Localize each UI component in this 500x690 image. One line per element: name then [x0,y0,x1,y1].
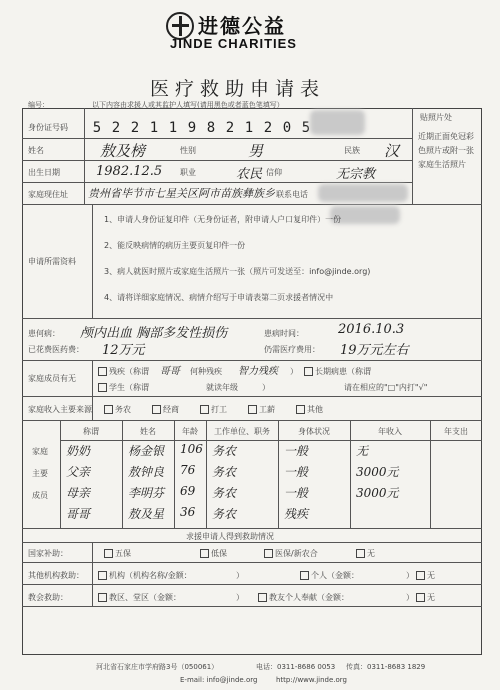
family-side-text: 家庭 [32,447,48,456]
member-aid-checkbox[interactable] [258,593,267,602]
spent-label: 已花费医药费： [28,345,84,354]
ethnic-label: 民族 [344,146,360,155]
gender-value: 男 [248,142,264,160]
student-checkbox[interactable] [98,383,107,392]
disability-option[interactable]: 残疾（称谓 [98,366,149,377]
family-cell-age: 36 [180,505,196,519]
family-cell-work: 务农 [212,465,237,479]
phone-label: 联系电话 [276,190,308,199]
id-digit: 0 [282,120,292,136]
estimate-label: 仍需医疗费用： [264,345,320,354]
family-header: 年龄 [182,427,198,436]
income-option-label: 工薪 [259,405,275,414]
org-aid-label: 其他机构救助： [28,571,84,580]
long-illness-option[interactable]: 长期病患（称谓 [304,366,371,377]
org-none-checkbox[interactable] [416,571,425,580]
family-cell-relation: 奶奶 [66,444,91,458]
student-close: ） [262,383,270,392]
family-cell-work: 务农 [212,507,237,521]
disability-checkbox[interactable] [98,367,107,376]
family-cell-health: 一般 [284,486,309,500]
income-option-label: 打工 [211,405,227,414]
income-option[interactable] [200,404,227,415]
family-cell-health: 一般 [284,444,309,458]
birth-value: 1982.12.5 [96,164,163,179]
aid-section-title: 求援申请人得到救助情况 [186,532,274,541]
income-option[interactable] [152,404,179,415]
redaction-blur [310,110,365,135]
footer-tel: 电话：0311-8686 0053 [256,663,336,671]
check-note: 请在相应的"□"内打"√" [344,383,428,392]
income-option-checkbox[interactable] [152,405,161,414]
family-cell-health: 残疾 [284,507,309,521]
religion-value: 无宗教 [336,167,376,182]
student-grade-label: 就读年级 [206,383,238,392]
family-side-text: 成员 [32,491,48,500]
id-digit: 2 [130,120,140,136]
parish-aid-close: ） [236,593,244,602]
name-value: 敖及榜 [100,142,146,160]
id-digit: 1 [168,120,178,136]
family-header: 工作单位、职务 [214,427,270,436]
national-aid-checkbox[interactable] [356,549,365,558]
national-aid-option[interactable] [200,548,227,559]
material-item: 4、请将详细家庭情况、病情介绍写于申请表第二页求援者情况中 [104,293,334,302]
personal-aid-option[interactable]: 个人（金额： [300,570,359,581]
family-cell-relation: 母亲 [66,486,91,500]
personal-aid-checkbox[interactable] [300,571,309,580]
income-option-label: 务农 [115,405,131,414]
family-cell-age: 69 [180,484,196,498]
family-cell-work: 务农 [212,486,237,500]
id-digit: 2 [111,120,121,136]
job-label: 职业 [180,168,196,177]
national-aid-label: 国家补助： [28,549,68,558]
income-source-label: 家庭收入主要来源 [28,405,92,414]
income-option-checkbox[interactable] [248,405,257,414]
family-header: 身体状况 [298,427,330,436]
disability-close: ） [290,367,298,376]
materials-label: 申请所需资料 [28,257,76,266]
family-cell-work: 务农 [212,444,237,458]
family-cell-relation: 父亲 [66,465,91,479]
family-cell-name: 敖钟良 [128,465,165,479]
national-aid-option[interactable] [356,548,375,559]
org-aid-close: ） [236,571,244,580]
religion-label: 信仰 [266,168,282,177]
income-option-checkbox[interactable] [104,405,113,414]
photo-hint: 近期正面免冠彩色照片或附一张家庭生活照片 [418,132,474,169]
material-item: 3、病人就医时照片或家庭生活照片一张（照片可发送至：info@jinde.org) [104,267,371,276]
estimate-value: 19万元左右 [340,343,409,358]
parish-aid-option[interactable]: 教区、堂区（金额： [98,592,181,603]
birth-label: 出生日期 [28,168,60,177]
member-aid-option[interactable]: 教友个人奉献（金额： [258,592,349,603]
org-aid-checkbox[interactable] [98,571,107,580]
id-digit: 2 [263,120,273,136]
national-aid-label: 五保 [115,549,131,558]
national-aid-label: 医保/新农合 [275,549,318,558]
id-digit: 9 [187,120,197,136]
id-digit: 5 [301,120,311,136]
id-digit: 5 [92,120,102,136]
family-cell-relation: 哥哥 [66,507,91,521]
family-cell-name: 李明芬 [128,486,165,500]
form-title: 医疗救助申请表 [150,78,326,100]
income-option-checkbox[interactable] [296,405,305,414]
family-header: 年收入 [378,427,402,436]
income-option[interactable] [248,404,275,415]
instruction-text: 以下内容由求援人或其监护人填写(请用黑色或者蓝色笔填写） [92,101,284,109]
income-option-label: 经商 [163,405,179,414]
footer-address: 河北省石家庄市学府路3号（050061） [96,663,219,671]
family-cell-income: 无 [356,444,369,458]
id-digit: 2 [225,120,235,136]
name-label: 姓名 [28,146,44,155]
material-item: 2、能反映病情的病历主要页复印件一份 [104,241,246,250]
id-digit: 8 [206,120,216,136]
family-cell-age: 76 [180,463,196,477]
id-digit: 1 [149,120,159,136]
church-none-option[interactable]: 无 [416,592,435,603]
income-option-label: 其他 [307,405,323,414]
long-illness-checkbox[interactable] [304,367,313,376]
national-aid-option[interactable] [104,548,131,559]
org-aid-option[interactable]: 机构（机构名称/金额： [98,570,192,581]
footer-email[interactable]: E-mail: info@jinde.org [180,676,258,684]
footer-web[interactable]: http://www.jinde.org [276,676,347,684]
family-cell-name: 敖及星 [128,507,165,521]
family-side-text: 主要 [32,469,48,478]
family-status-label: 家庭成员有无 [28,374,76,383]
id-card-label: 身份证号码 [28,123,68,132]
family-header: 年支出 [444,427,468,436]
org-name-cn: 进德公益 [198,14,286,38]
family-cell-age: 106 [180,442,203,456]
ethnic-value: 汉 [384,142,400,160]
national-aid-checkbox[interactable] [200,549,209,558]
org-name-en: JINDE CHARITIES [170,36,297,51]
national-aid-label: 低保 [211,549,227,558]
national-aid-label: 无 [367,549,375,558]
phone-redaction-blur [318,184,408,202]
serial-label: 编号： [28,101,49,109]
time-label: 患病时间： [264,329,304,338]
address-value: 贵州省毕节市七星关区阿市苗族彝族乡 [88,187,275,200]
time-value: 2016.10.3 [338,322,405,337]
student-option[interactable]: 学生（称谓 [98,382,149,393]
personal-aid-close: ） [406,571,414,580]
member-aid-close: ） [406,593,414,602]
gender-label: 性别 [180,146,196,155]
income-option[interactable] [296,404,323,415]
disability-type-label: 何种残疾 [190,367,222,376]
material-item: 1、申请人身份证复印件（无身份证者，附申请人户口复印件）一份 [104,215,342,224]
income-option-checkbox[interactable] [200,405,209,414]
national-aid-checkbox[interactable] [264,549,273,558]
photo-label: 贴照片处 [420,113,452,122]
org-none-option[interactable]: 无 [416,570,435,581]
disease-label: 患何病： [28,329,60,338]
family-cell-health: 一般 [284,465,309,479]
church-aid-label: 教会救助： [28,593,68,602]
id-digit: 1 [244,120,254,136]
disability-type-value: 智力残疾 [238,366,278,377]
family-header: 称谓 [83,427,99,436]
spent-value: 12万元 [102,343,145,358]
national-aid-checkbox[interactable] [104,549,113,558]
church-none-checkbox[interactable] [416,593,425,602]
family-cell-name: 杨金银 [128,444,165,458]
job-value: 农民 [236,167,263,182]
footer-fax: 传真：0311-8683 1829 [346,663,426,671]
family-cell-income: 3000元 [356,465,399,479]
parish-aid-checkbox[interactable] [98,593,107,602]
income-option[interactable] [104,404,131,415]
national-aid-option[interactable] [264,548,318,559]
disease-value: 颅内出血 胸部多发性损伤 [80,326,228,341]
family-cell-income: 3000元 [356,486,399,500]
address-label: 家庭现住址 [28,190,68,199]
disability-relation: 哥哥 [160,366,180,377]
family-header: 姓名 [140,427,156,436]
